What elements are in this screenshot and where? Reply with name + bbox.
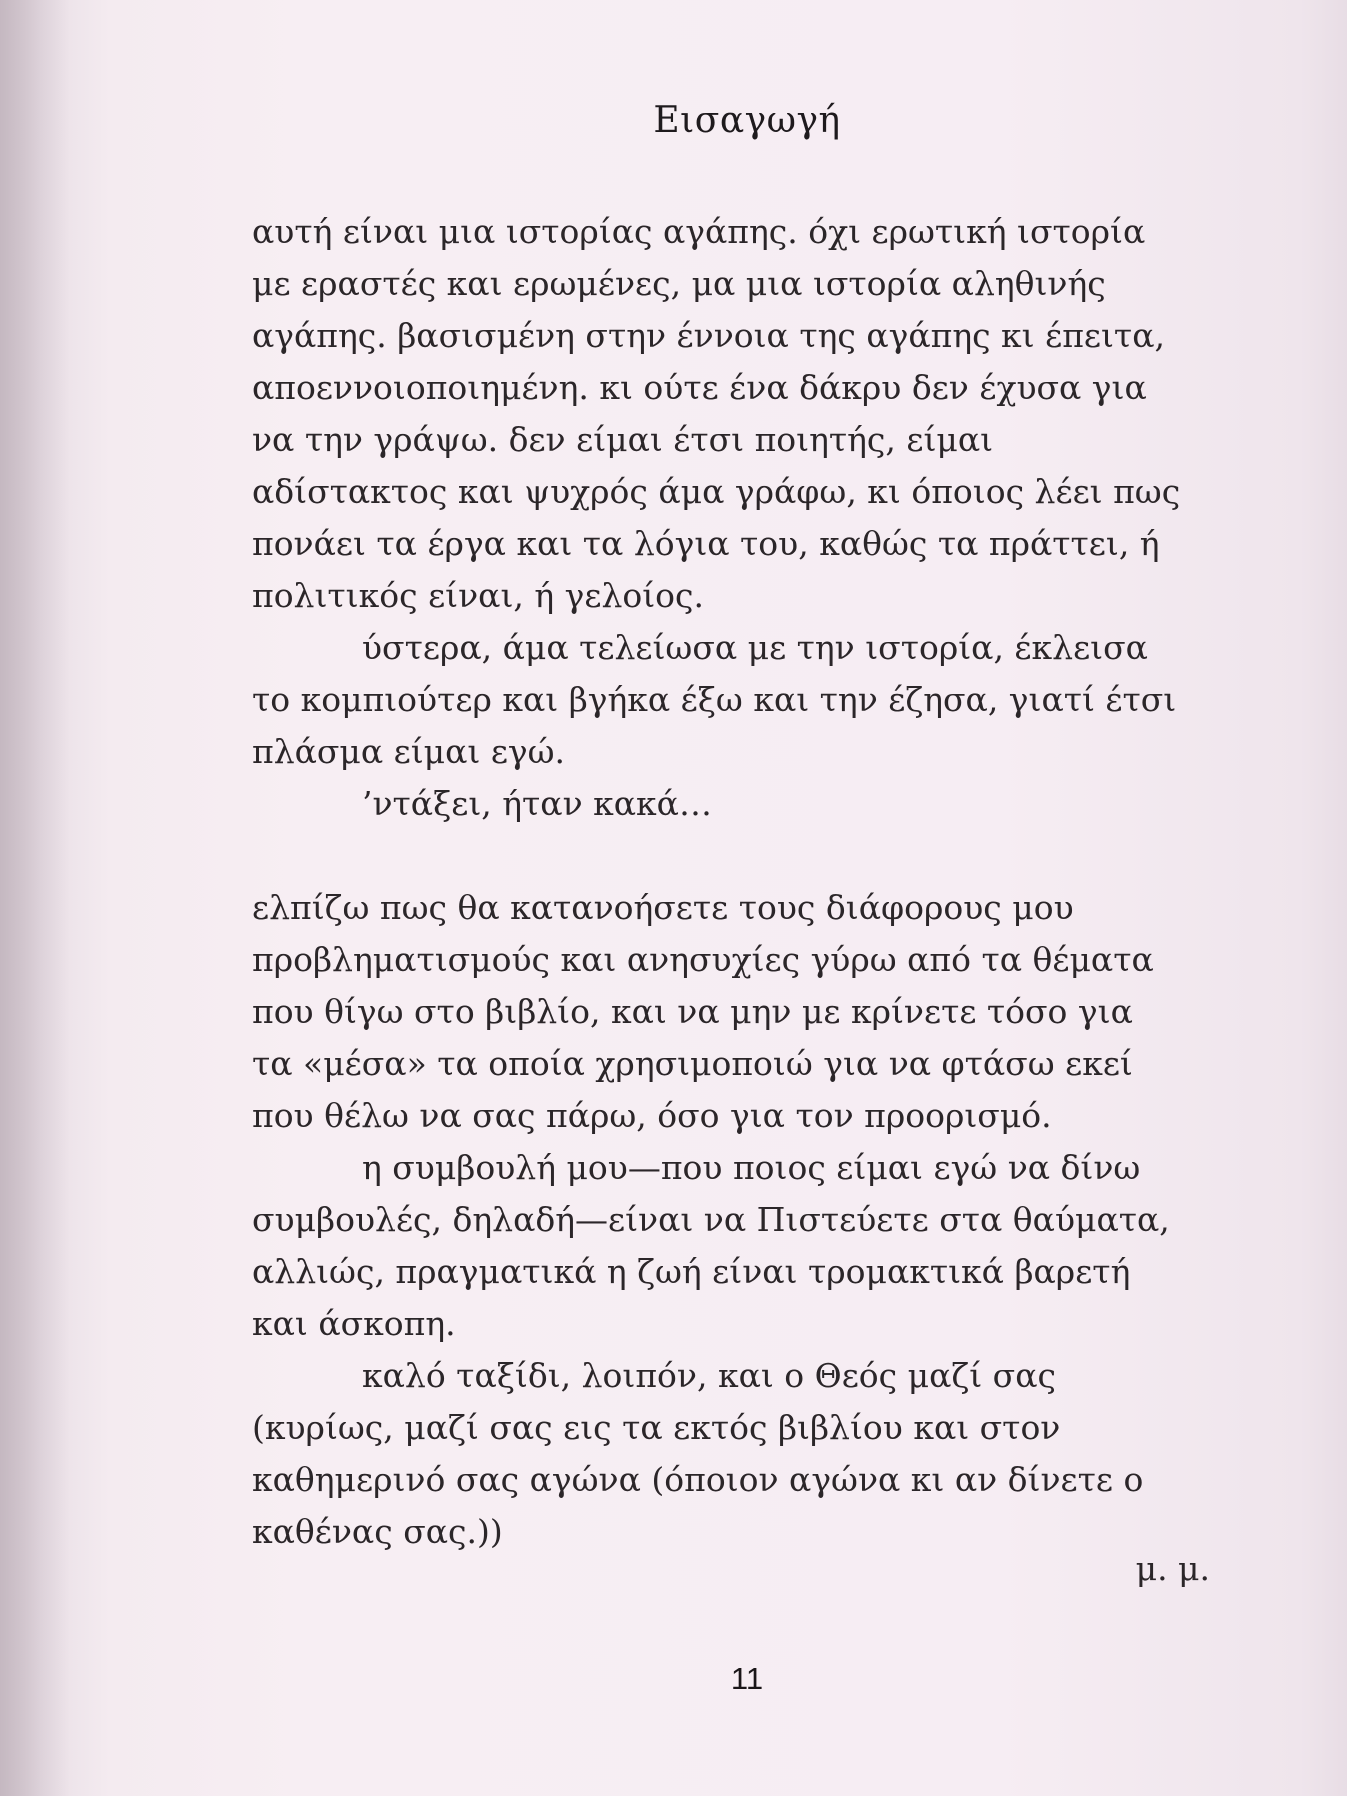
text-line: και άσκοπη. bbox=[252, 1304, 456, 1343]
text-line: πονάει τα έργα και τα λόγια του, καθώς τα πράττει, ή bbox=[252, 524, 1160, 563]
paragraph bbox=[252, 1142, 1242, 1350]
text-line: καθημερινό σας αγώνα (όποιον αγώνα κι αν δίνετε ο bbox=[252, 1460, 1144, 1499]
paragraph-spacer bbox=[252, 830, 1242, 882]
text-line: καθένας σας.)) bbox=[252, 1512, 503, 1551]
text-line: αυτή είναι μια ιστορίας αγάπης. όχι ερωτική ιστορία bbox=[252, 212, 1146, 251]
paragraph bbox=[252, 206, 1242, 622]
text-line: (κυρίως, μαζί σας εις τα εκτός βιβλίου και στον bbox=[252, 1408, 1061, 1447]
book-gutter-shadow bbox=[0, 0, 70, 1796]
text-line: πολιτικός είναι, ή γελοίος. bbox=[252, 576, 705, 615]
text-line: αλλιώς, πραγματικά η ζωή είναι τρομακτικά βαρετή bbox=[252, 1252, 1131, 1291]
text-line: το κομπιούτερ και βγήκα έξω και την έζησα, γιατί έτσι bbox=[252, 680, 1177, 719]
paragraph bbox=[252, 622, 1242, 778]
text-line: με εραστές και ερωμένες, μα μια ιστορία αληθινής bbox=[252, 264, 1106, 303]
paragraph bbox=[252, 882, 1242, 1142]
page-number: 11 bbox=[730, 1661, 764, 1696]
text-line: αδίστακτος και ψυχρός άμα γράφω, κι όποιος λέει πως bbox=[252, 472, 1181, 511]
text-line: ελπίζω πως θα κατανοήσετε τους διάφορους μου bbox=[252, 888, 1074, 927]
text-line: πλάσμα είμαι εγώ. bbox=[252, 732, 566, 771]
text-line: ’ντάξει, ήταν κακά… bbox=[362, 784, 712, 823]
text-line: να την γράψω. δεν είμαι έτσι ποιητής, είμαι bbox=[252, 420, 994, 459]
text-line: συμβουλές, δηλαδή—είναι να Πιστεύετε στα θαύματα, bbox=[252, 1200, 1170, 1239]
text-line: ύστερα, άμα τελείωσα με την ιστορία, έκλεισα bbox=[362, 628, 1148, 667]
text-line: καλό ταξίδι, λοιπόν, και ο Θεός μαζί σας bbox=[362, 1356, 1056, 1395]
text-line: τα «μέσα» τα οποία χρησιμοποιώ για να φτάσω εκεί bbox=[252, 1044, 1133, 1083]
text-line: αγάπης. βασισμένη στην έννοια της αγάπης κι έπειτα, bbox=[252, 316, 1165, 355]
body-text bbox=[252, 206, 1242, 1558]
text-line: προβληματισμούς και ανησυχίες γύρω από τα θέματα bbox=[252, 940, 1154, 979]
paragraph bbox=[252, 1350, 1242, 1558]
signature-initials: μ. μ. bbox=[1135, 1549, 1210, 1588]
text-line: αποεννοιοποιημένη. κι ούτε ένα δάκρυ δεν έχυσα για bbox=[252, 368, 1147, 407]
page-title: Εισαγωγή bbox=[653, 100, 841, 141]
text-line: που θίγω στο βιβλίο, και να μην με κρίνετε τόσο για bbox=[252, 992, 1133, 1031]
text-line: που θέλω να σας πάρω, όσο για τον προορισμό. bbox=[252, 1096, 1052, 1135]
paragraph bbox=[252, 778, 1242, 830]
text-line: η συμβουλή μου—που ποιος είμαι εγώ να δίνω bbox=[362, 1148, 1141, 1187]
